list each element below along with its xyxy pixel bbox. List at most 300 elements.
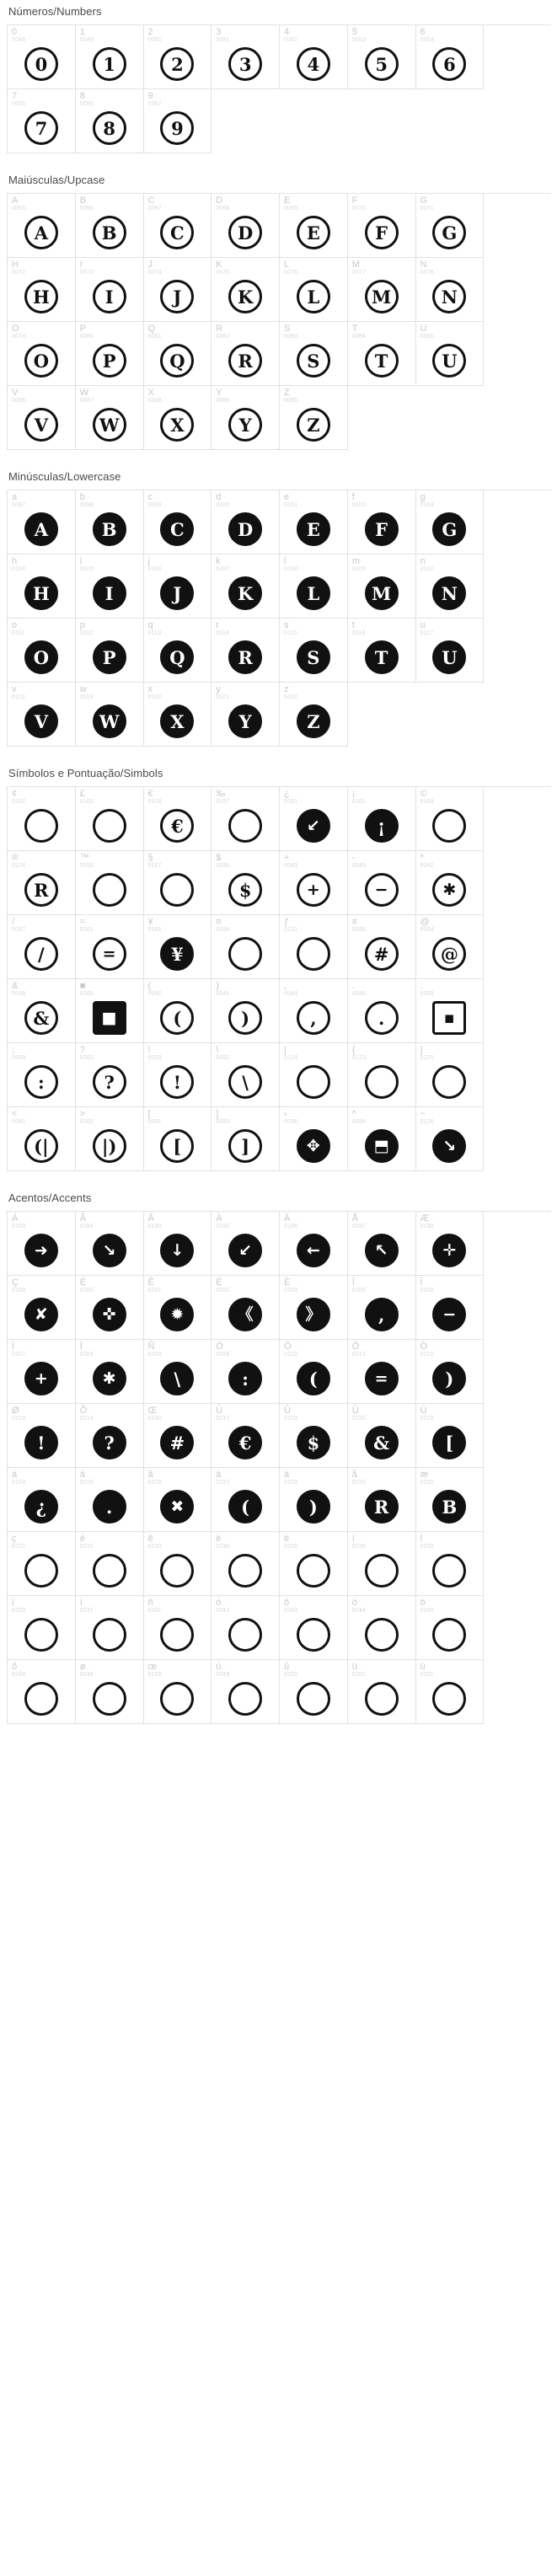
glyph-cell[interactable]: [416, 787, 485, 851]
glyph-cell[interactable]: [348, 1660, 416, 1724]
glyph-preview: [280, 1357, 347, 1400]
glyph-cell[interactable]: [280, 787, 348, 851]
glyph-cell[interactable]: [416, 194, 485, 258]
glyph-cell[interactable]: [348, 1340, 416, 1404]
glyph-cell[interactable]: [76, 1596, 144, 1660]
glyph-section: [0, 0, 557, 153]
glyph-charcode: 0169: [420, 799, 434, 805]
glyph-disc-icon: [: [160, 1129, 194, 1163]
glyph-cell[interactable]: [212, 258, 280, 322]
glyph-cell[interactable]: [8, 89, 76, 153]
glyph-preview: [144, 1485, 212, 1529]
glyph-cell[interactable]: [8, 25, 76, 89]
glyph-cell[interactable]: [348, 979, 416, 1043]
glyph-cell[interactable]: [280, 683, 348, 747]
glyph-disc-icon: ✱: [93, 1362, 126, 1395]
glyph-preview: [144, 507, 212, 551]
glyph-disc-icon: B: [432, 1490, 466, 1524]
glyph-cell[interactable]: [144, 1107, 212, 1171]
glyph-cell[interactable]: [212, 787, 280, 851]
glyph-preview: [280, 1293, 347, 1336]
glyph-cell[interactable]: [76, 25, 144, 89]
glyph-cell[interactable]: [416, 322, 485, 386]
glyph-cell[interactable]: [76, 787, 144, 851]
glyph-cell[interactable]: [76, 619, 144, 683]
glyph-cell[interactable]: [280, 851, 348, 915]
glyph-char-label: $: [216, 853, 222, 863]
glyph-cell[interactable]: [76, 1043, 144, 1107]
glyph-cell[interactable]: [212, 1660, 280, 1724]
glyph-charcode: 0113: [147, 630, 162, 636]
glyph-cell[interactable]: [8, 979, 76, 1043]
glyph-cell[interactable]: [8, 490, 76, 554]
glyph-cell[interactable]: [8, 1468, 76, 1532]
glyph-cell[interactable]: [280, 1107, 348, 1171]
glyph-char-label: S: [284, 324, 291, 334]
glyph-cell[interactable]: [280, 194, 348, 258]
glyph-cell[interactable]: [144, 194, 212, 258]
glyph-cell[interactable]: [144, 490, 212, 554]
glyph-char-label: [: [147, 1109, 151, 1119]
glyph-preview: [8, 275, 75, 319]
glyph-cell[interactable]: [212, 979, 280, 1043]
glyph-disc-icon: [93, 1682, 126, 1716]
glyph-cell[interactable]: [212, 619, 280, 683]
glyph-char-label: {: [351, 1045, 356, 1055]
glyph-preview: [212, 1060, 279, 1104]
glyph-cell[interactable]: [144, 1660, 212, 1724]
glyph-disc-icon: L: [297, 576, 330, 610]
glyph-charcode: 0244: [351, 1608, 367, 1614]
glyph-cell[interactable]: [348, 554, 416, 619]
glyph-preview: [212, 699, 279, 743]
glyph-cell[interactable]: [416, 1212, 485, 1276]
glyph-cell[interactable]: [144, 851, 212, 915]
glyph-disc-icon: €: [228, 1426, 262, 1459]
glyph-preview: [348, 1677, 415, 1721]
glyph-preview: [348, 1293, 415, 1336]
glyph-cell[interactable]: [212, 1043, 280, 1107]
glyph-cell[interactable]: [416, 1468, 485, 1532]
glyph-cell[interactable]: [280, 979, 348, 1043]
glyph-cell[interactable]: [212, 1276, 280, 1340]
glyph-cell[interactable]: [280, 1276, 348, 1340]
glyph-cell[interactable]: [280, 1043, 348, 1107]
glyph-cell[interactable]: [280, 1340, 348, 1404]
glyph-preview: [212, 1549, 279, 1593]
glyph-charcode: 0106: [147, 566, 162, 572]
glyph-cell[interactable]: [8, 194, 76, 258]
glyph-cell[interactable]: [348, 1043, 416, 1107]
glyph-cell[interactable]: [76, 322, 144, 386]
glyph-preview: [144, 106, 212, 150]
glyph-disc-icon: [160, 1618, 194, 1652]
glyph-charcode: 0200: [79, 1288, 94, 1293]
glyph-cell[interactable]: [416, 1404, 485, 1468]
glyph-disc-icon: [297, 937, 330, 971]
glyph-cell[interactable]: [8, 619, 76, 683]
glyph-cell[interactable]: [8, 1107, 76, 1171]
glyph-cell[interactable]: [212, 386, 280, 450]
glyph-cell[interactable]: [280, 1532, 348, 1596]
glyph-cell[interactable]: [8, 554, 76, 619]
glyph-cell[interactable]: [212, 851, 280, 915]
glyph-disc-icon: [297, 1618, 330, 1652]
glyph-cell[interactable]: [280, 386, 348, 450]
glyph-cell[interactable]: [144, 683, 212, 747]
glyph-cell[interactable]: [212, 25, 280, 89]
glyph-cell[interactable]: [76, 258, 144, 322]
glyph-cell[interactable]: [8, 386, 76, 450]
glyph-char-label: ë: [216, 1534, 222, 1544]
glyph-disc-icon: ■: [93, 1001, 126, 1035]
glyph-disc-icon: 5: [365, 47, 399, 81]
glyph-cell[interactable]: [416, 851, 485, 915]
glyph-disc-icon: [160, 1554, 194, 1588]
glyph-cell[interactable]: [144, 25, 212, 89]
glyph-cell[interactable]: [144, 1043, 212, 1107]
glyph-preview: [280, 996, 347, 1040]
glyph-cell[interactable]: [280, 1404, 348, 1468]
glyph-disc-icon: ,: [297, 1001, 330, 1035]
glyph-cell[interactable]: [144, 89, 212, 153]
glyph-preview: [280, 571, 347, 615]
glyph-disc-icon: ↖: [365, 1234, 399, 1267]
glyph-char-label: N: [420, 260, 427, 270]
glyph-cell[interactable]: [212, 1404, 280, 1468]
glyph-preview: [144, 42, 212, 86]
glyph-cell[interactable]: [76, 851, 144, 915]
glyph-charcode: 0088: [147, 398, 162, 404]
glyph-cell[interactable]: [76, 1532, 144, 1596]
glyph-disc-icon: [228, 937, 262, 971]
glyph-charcode: 0093: [216, 1119, 230, 1125]
glyph-cell[interactable]: [416, 1107, 485, 1171]
glyph-disc-icon: [93, 809, 126, 843]
glyph-cell[interactable]: [8, 1043, 76, 1107]
glyph-cell[interactable]: [212, 1596, 280, 1660]
glyph-char-label: Ò: [420, 1342, 428, 1352]
glyph-preview: [144, 699, 212, 743]
glyph-disc-icon: (: [228, 1490, 262, 1524]
glyph-cell[interactable]: [144, 258, 212, 322]
glyph-charcode: 0054: [420, 37, 434, 43]
glyph-preview: [416, 868, 484, 912]
glyph-charcode: 0205: [351, 1288, 367, 1293]
glyph-cell[interactable]: [348, 1404, 416, 1468]
glyph-cell[interactable]: [8, 1212, 76, 1276]
glyph-cell[interactable]: [348, 25, 416, 89]
glyph-char-label: P: [79, 324, 87, 334]
glyph-charcode: 0137: [216, 799, 230, 805]
glyph-preview: [76, 211, 143, 254]
glyph-char-label: Ù: [420, 1406, 427, 1416]
glyph-preview: [348, 507, 415, 551]
glyph-disc-icon: X: [160, 704, 194, 738]
glyph-cell[interactable]: [348, 1532, 416, 1596]
glyph-preview: [76, 699, 143, 743]
glyph-cell[interactable]: [76, 1660, 144, 1724]
glyph-cell[interactable]: [144, 1212, 212, 1276]
glyph-char-label: Û: [284, 1406, 291, 1416]
glyph-cell[interactable]: [212, 194, 280, 258]
glyph-disc-icon: ↘: [93, 1234, 126, 1267]
glyph-disc-icon: K: [228, 280, 262, 313]
glyph-cell[interactable]: [8, 915, 76, 979]
glyph-charcode: 0201: [147, 1288, 162, 1293]
glyph-preview: [416, 1677, 484, 1721]
glyph-preview: [280, 507, 347, 551]
glyph-preview: [280, 403, 347, 447]
glyph-disc-icon: J: [160, 280, 194, 313]
glyph-cell[interactable]: [76, 386, 144, 450]
glyph-cell[interactable]: [416, 1276, 485, 1340]
glyph-disc-icon: ➜: [24, 1234, 58, 1267]
glyph-cell[interactable]: [416, 258, 485, 322]
glyph-preview: [8, 211, 75, 254]
glyph-cell[interactable]: [144, 1276, 212, 1340]
glyph-cell[interactable]: [348, 1468, 416, 1532]
glyph-charcode: 0058: [420, 991, 434, 997]
glyph-cell[interactable]: [76, 1276, 144, 1340]
glyph-cell[interactable]: [416, 25, 485, 89]
glyph-charcode: 0062: [79, 1119, 94, 1125]
glyph-char-label: A: [12, 195, 19, 206]
glyph-cell[interactable]: [416, 490, 485, 554]
glyph-char-label: ;: [12, 1045, 15, 1055]
glyph-cell[interactable]: [416, 1043, 485, 1107]
glyph-cell[interactable]: [348, 258, 416, 322]
glyph-disc-icon: V: [24, 704, 58, 738]
glyph-cell[interactable]: [144, 787, 212, 851]
glyph-disc-icon: ↙: [228, 1234, 262, 1267]
glyph-cell[interactable]: [212, 683, 280, 747]
glyph-charcode: 0073: [79, 270, 94, 276]
glyph-cell[interactable]: [76, 490, 144, 554]
glyph-preview: [416, 1293, 484, 1336]
glyph-preview: [76, 868, 143, 912]
glyph-cell[interactable]: [280, 322, 348, 386]
glyph-char-label: w: [79, 684, 87, 694]
glyph-preview: [76, 106, 143, 150]
glyph-preview: [8, 635, 75, 679]
glyph-cell[interactable]: [144, 1340, 212, 1404]
glyph-charcode: 0194: [79, 1224, 94, 1229]
glyph-disc-icon: S: [297, 344, 330, 378]
glyph-cell[interactable]: [8, 322, 76, 386]
glyph-char-label: Í: [351, 1277, 355, 1288]
glyph-char-label: K: [216, 260, 222, 270]
glyph-disc-icon: @: [432, 937, 466, 971]
glyph-preview: [76, 571, 143, 615]
glyph-char-label: £: [79, 789, 85, 799]
glyph-cell[interactable]: [348, 915, 416, 979]
glyph-cell[interactable]: [76, 1404, 144, 1468]
glyph-charcode: 0122: [284, 694, 298, 700]
glyph-cell[interactable]: [416, 554, 485, 619]
glyph-cell[interactable]: [416, 1596, 485, 1660]
glyph-cell[interactable]: [416, 1340, 485, 1404]
glyph-cell[interactable]: [416, 915, 485, 979]
glyph-char-label: n: [420, 556, 426, 566]
glyph-cell[interactable]: [144, 619, 212, 683]
glyph-disc-icon: H: [24, 280, 58, 313]
glyph-disc-icon: !: [160, 1065, 194, 1099]
glyph-cell[interactable]: [416, 619, 485, 683]
glyph-cell[interactable]: [8, 1404, 76, 1468]
glyph-char-label: û: [284, 1662, 290, 1672]
glyph-cell[interactable]: [76, 1468, 144, 1532]
glyph-cell[interactable]: [348, 1276, 416, 1340]
glyph-cell[interactable]: [280, 490, 348, 554]
glyph-charcode: 0041: [216, 991, 230, 997]
glyph-cell[interactable]: [348, 1212, 416, 1276]
glyph-charcode: 0210: [420, 1352, 434, 1358]
glyph-cell[interactable]: [212, 322, 280, 386]
glyph-charcode: 0120: [147, 694, 162, 700]
glyph-cell[interactable]: [280, 1212, 348, 1276]
glyph-cell[interactable]: [348, 194, 416, 258]
glyph-char-label: 7: [12, 91, 18, 101]
glyph-char-label: Ö: [351, 1342, 360, 1352]
glyph-preview: [212, 1124, 279, 1168]
glyph-cell[interactable]: [144, 322, 212, 386]
glyph-cell[interactable]: [280, 258, 348, 322]
glyph-cell[interactable]: [144, 1404, 212, 1468]
glyph-disc-icon: [93, 1554, 126, 1588]
glyph-cell[interactable]: [76, 554, 144, 619]
glyph-cell[interactable]: [76, 194, 144, 258]
glyph-char-label: m: [351, 556, 360, 566]
glyph-cell[interactable]: [144, 554, 212, 619]
glyph-charcode: 0066: [79, 206, 94, 212]
glyph-cell[interactable]: [212, 1212, 280, 1276]
glyph-cell[interactable]: [348, 490, 416, 554]
glyph-disc-icon: R: [228, 344, 262, 378]
glyph-cell[interactable]: [348, 322, 416, 386]
glyph-cell[interactable]: [8, 787, 76, 851]
glyph-disc-icon: ,: [365, 1298, 399, 1331]
glyph-cell[interactable]: [76, 915, 144, 979]
glyph-cell[interactable]: [144, 1596, 212, 1660]
glyph-disc-icon: =: [365, 1362, 399, 1395]
glyph-disc-icon: [24, 1554, 58, 1588]
glyph-cell[interactable]: [280, 1660, 348, 1724]
glyph-cell[interactable]: [280, 25, 348, 89]
glyph-cell[interactable]: [348, 619, 416, 683]
glyph-cell[interactable]: [144, 915, 212, 979]
glyph-preview: [212, 996, 279, 1040]
glyph-charcode: 0048: [12, 37, 26, 43]
glyph-cell[interactable]: [144, 1532, 212, 1596]
glyph-cell[interactable]: [76, 89, 144, 153]
glyph-char-label: ¤: [216, 917, 222, 927]
glyph-cell[interactable]: [144, 1468, 212, 1532]
glyph-char-label: u: [420, 620, 426, 630]
glyph-cell[interactable]: [144, 979, 212, 1043]
glyph-charcode: 0103: [420, 502, 434, 508]
glyph-cell[interactable]: [212, 1532, 280, 1596]
glyph-cell[interactable]: [212, 1468, 280, 1532]
glyph-cell[interactable]: [8, 1276, 76, 1340]
glyph-cell[interactable]: [348, 787, 416, 851]
glyph-disc-icon: ): [228, 1001, 262, 1035]
glyph-char-label: -: [351, 853, 356, 863]
glyph-charcode: 0198: [420, 1224, 434, 1229]
glyph-preview: [8, 1549, 75, 1593]
glyph-disc-icon: M: [365, 576, 399, 610]
glyph-preview: [416, 275, 484, 319]
glyph-char-label: î: [420, 1534, 423, 1544]
glyph-disc-icon: €: [160, 809, 194, 843]
glyph-cell[interactable]: [8, 258, 76, 322]
glyph-cell[interactable]: [212, 1107, 280, 1171]
glyph-cell[interactable]: [416, 979, 485, 1043]
glyph-preview: [416, 932, 484, 976]
glyph-cell[interactable]: [8, 1340, 76, 1404]
glyph-cell[interactable]: [76, 979, 144, 1043]
glyph-cell[interactable]: [348, 1107, 416, 1171]
glyph-grid: [7, 786, 551, 1171]
glyph-cell[interactable]: [212, 915, 280, 979]
glyph-cell[interactable]: [212, 1340, 280, 1404]
glyph-char-label: Ú: [216, 1406, 223, 1416]
glyph-cell[interactable]: [280, 915, 348, 979]
glyph-char-label: k: [216, 556, 221, 566]
glyph-cell[interactable]: [8, 683, 76, 747]
glyph-cell[interactable]: [212, 554, 280, 619]
glyph-cell[interactable]: [348, 1596, 416, 1660]
glyph-cell[interactable]: [8, 1532, 76, 1596]
glyph-cell[interactable]: [8, 851, 76, 915]
glyph-charcode: 0235: [284, 1544, 298, 1550]
glyph-preview: [144, 804, 212, 848]
glyph-preview: [144, 1293, 212, 1336]
glyph-cell[interactable]: [76, 1340, 144, 1404]
glyph-cell[interactable]: [76, 683, 144, 747]
glyph-cell[interactable]: [280, 554, 348, 619]
glyph-char-label: |: [284, 1045, 287, 1055]
glyph-charcode: 0242: [216, 1608, 230, 1614]
glyph-cell[interactable]: [212, 490, 280, 554]
glyph-charcode: 0162: [12, 799, 26, 805]
glyph-char-label: q: [147, 620, 153, 630]
glyph-cell[interactable]: [280, 1468, 348, 1532]
glyph-cell[interactable]: [416, 1532, 485, 1596]
glyph-char-label: h: [12, 556, 18, 566]
glyph-cell[interactable]: [8, 1596, 76, 1660]
glyph-disc-icon: A: [24, 512, 58, 546]
glyph-char-label: à: [216, 1470, 222, 1480]
glyph-cell[interactable]: [76, 1107, 144, 1171]
glyph-cell[interactable]: [144, 386, 212, 450]
glyph-cell[interactable]: [8, 1660, 76, 1724]
glyph-charcode: 0072: [12, 270, 26, 276]
section-title: Acentos/Accents: [8, 1192, 92, 1204]
glyph-charcode: 0100: [216, 502, 230, 508]
glyph-char-label: Å: [351, 1213, 359, 1224]
glyph-cell[interactable]: [348, 851, 416, 915]
glyph-cell[interactable]: [76, 1212, 144, 1276]
glyph-cell[interactable]: [280, 1596, 348, 1660]
glyph-charcode: 0059: [12, 1055, 26, 1061]
glyph-char-label: ™: [79, 853, 89, 863]
glyph-char-label: x: [147, 684, 153, 694]
glyph-cell[interactable]: [416, 1660, 485, 1724]
glyph-cell[interactable]: [280, 619, 348, 683]
glyph-charcode: 0087: [79, 398, 94, 404]
glyph-char-label: }: [420, 1045, 424, 1055]
